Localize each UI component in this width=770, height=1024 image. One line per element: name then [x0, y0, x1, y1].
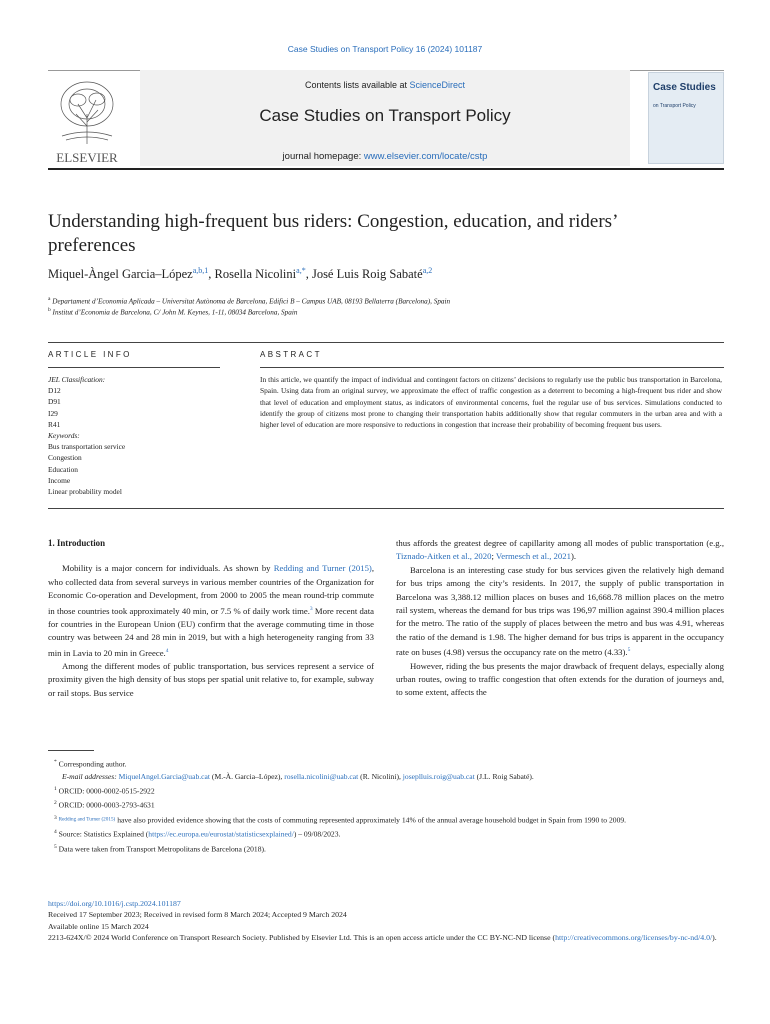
footnotes [48, 756, 724, 855]
body-right-column [396, 537, 724, 700]
journal-title: Case Studies on Transport Policy [259, 106, 511, 125]
paragraph: thus affords the greatest degree of capillarity among all modes of public transportation (e.g., Tiznado-Aitken et al., 2020; Vermesch et al., 2021). [396, 538, 724, 562]
body-left-column [48, 537, 374, 700]
paragraph: Mobility is a major concern for individuals. As shown by Redding and Turner (2015), who collected data from several surveys in various member countries of the Organization for Economic Co-operation and Development, from 2000 to 2005 the mean round-trip commute in those countries took approximately 40 min, or 7.5 % of daily work time.$^3$ More recent data for countries in the European Union (EU) confirm that the average commuting time in those country was between 24 and 28 min in 2019, but with a high heterogeneity ranging from 33 min in Lavia to 20 min in Greece.$^4$ [48, 563, 374, 658]
paragraph: However, riding the bus presents the major drawback of frequent delays, especially along urban routes, owing to traffic congestion that often extends for the duration of journeys and, to some extent, affects the [396, 660, 724, 698]
abstract-heading: ABSTRACT [260, 350, 322, 359]
author-affil-mark[interactable]: a,2 [422, 266, 433, 275]
cover-subtitle: on Transport Policy [653, 103, 696, 109]
footnote-5: $^5$ Data were taken from Transport Metropolitans de Barcelona (2018). [54, 843, 266, 854]
contents-line: Contents lists available at ScienceDirect [304, 80, 466, 90]
article-info-rule [48, 367, 220, 368]
paragraph: Barcelona is an interesting case study for bus services given the relatively high demand for bus trips among the city’s residents. In 2017, the supply of public transportation in Barcelona was 3,388.12 million places on buses and 16,668.78 million places on the metro rail system, whereas the demand for bus trips was 196,97 million against 390.4 million places for the metro. The ratio of the supply of places between the metro and bus was 4.91, whereas the ratio of the demand is 1.98. The higher demand for bus trips is apparent in the occupancy rate on buses (4.98) versus the occupancy rate on the metro (4.33).$^5$ [396, 564, 724, 658]
article-info-panel [48, 374, 218, 497]
jel-code: I29 [48, 408, 58, 418]
available-online: Available online 15 March 2024 [48, 921, 149, 931]
received-dates: Received 17 September 2023; Received in revised form 8 March 2024; Accepted 9 March 2024 [48, 910, 347, 920]
running-head[interactable]: Case Studies on Transport Policy 16 (2024) 101187 [287, 44, 483, 54]
homepage-link[interactable]: www.elsevier.com/locate/cstp [363, 151, 488, 162]
section-rule [48, 342, 724, 343]
author-name: José Luis Roig Sabaté [311, 267, 423, 282]
jel-label: JEL Classification: [48, 375, 106, 384]
keyword: Linear probability model [48, 487, 122, 497]
email-link[interactable]: rosella.nicolini@uab.cat [284, 771, 359, 781]
email-link[interactable]: joseplluis.roig@uab.cat [402, 771, 475, 781]
keyword: Income [48, 475, 71, 485]
paragraph: Among the different modes of public transportation, bus services represent a service of proximity given the high density of bus stops per spatial unit relative to, for example, subway or rail stops. Bus service [48, 661, 374, 698]
author-affil-mark[interactable]: a,b,1 [192, 266, 209, 275]
jel-code: D91 [48, 397, 61, 407]
citation-link[interactable]: Redding and Turner (2015) [273, 563, 372, 574]
header-bottom-rule [48, 168, 724, 170]
article-info-heading: ARTICLE INFO [48, 350, 132, 359]
citation-link[interactable]: Redding and Turner (2015) [58, 816, 116, 823]
footnote-marker[interactable]: 4 [165, 647, 169, 654]
citation-link[interactable]: Tiznado-Aitken et al., 2020 [396, 551, 492, 562]
section-rule [48, 508, 724, 509]
abstract-text: In this article, we quantify the impact of individual and contingent factors on citizens’ decisions to regularly use the public bus transportation in Barcelona, Spain. Using data from an original survey, we approximate the effect of traffic congestion as a deterrent to becoming a high-frequent bus rider and show that level of education and employment status, as indicators of environmental concerns, fuel the regular use of bus services. Simulations conducted to identify the group of citizens most prone to changing their transportation habits additionally show that regular commuters in the urban area and with a higher level of education are more responsive to reductions in congestion that increase their probability of becoming frequent bus users. [260, 375, 722, 430]
footnote-rule [48, 750, 94, 751]
author-name: Miquel-Àngel Garcia–López [48, 267, 193, 282]
keywords-label: Keywords: [48, 431, 80, 441]
journal-homepage: journal homepage: www.elsevier.com/locate/cstp [282, 151, 488, 162]
license-link[interactable]: http://creativecommons.org/licenses/by-nc-nd/4.0/ [555, 932, 713, 942]
author-name: Rosella Nicolini [214, 267, 297, 282]
footnote-3: $^3$ $^{Redding and Turner (2015)}$ have also provided evidence showing that the costs of commuting represented approximately 14% of the annual average household budget in Spain from 1990 to 2009. [54, 814, 627, 825]
affiliation: $^a$ Departament d’Economia Aplicada – Universitat Autònoma de Barcelona, Edifici B – Campus UAB, 08193 Bellaterra (Barcelona), Spain [48, 296, 451, 306]
elsevier-tree-logo [48, 74, 126, 166]
email-link[interactable]: MiquelAngel.Garcia@uab.cat [118, 771, 211, 781]
author-affil-mark[interactable]: a,* [296, 266, 306, 275]
jel-code: R41 [48, 419, 61, 429]
cover-title: Case Studies [653, 82, 716, 93]
affiliation: $^b$ Institut d’Economia de Barcelona, C/ John M. Keynes, 1-11, 08034 Barcelona, Spain [48, 307, 298, 317]
footnote-orcid: $^2$ ORCID: 0000-0003-2793-4631 [54, 800, 155, 810]
footnote-corresponding: * Corresponding author. [54, 759, 127, 769]
author-line: Miquel-Àngel Garcia–López$^{a,b,1}$, Rosella Nicolini$^{a,*}$, José Luis Roig Sabaté$^{a,2}$ [48, 266, 433, 282]
sciencedirect-link[interactable]: ScienceDirect [409, 80, 466, 90]
citation-link[interactable]: Vermesch et al., 2021 [495, 551, 571, 562]
footnote-marker[interactable]: 5 [627, 647, 631, 654]
license-statement: 2213-624X/© 2024 World Conference on Transport Research Society. Published by Elsevier Ltd. This is an open access article under the CC BY-NC-ND license (http://creativecommons.org/licenses/by-nc-nd/4.0/). [48, 932, 717, 942]
section-heading: 1. Introduction [48, 538, 106, 548]
footnote-4: $^4$ Source: Statistics Explained (https://ec.europa.eu/eurostat/statisticsexplained/) – 09/08/2023. [54, 829, 341, 839]
journal-cover-thumbnail [648, 72, 724, 164]
keyword: Congestion [48, 453, 82, 463]
keyword: Bus transportation service [48, 442, 126, 452]
doi-link[interactable]: https://doi.org/10.1016/j.cstp.2024.101187 [48, 899, 181, 908]
publication-info [48, 898, 728, 943]
article-title: Understanding high-frequent bus riders: Congestion, education, and riders’ preferences [48, 211, 617, 256]
eurostat-link[interactable]: https://ec.europa.eu/eurostat/statisticsexplained/ [148, 829, 294, 839]
footnote-emails: E-mail addresses: MiquelAngel.Garcia@uab.cat (M.-À. Garcia–López), rosella.nicolini@uab.cat (R. Nicolini), joseplluis.roig@uab.cat (J.L. Roig Sabaté). [62, 771, 534, 781]
jel-code: D12 [48, 386, 61, 396]
footnote-marker[interactable]: 3 [309, 605, 313, 612]
publisher-wordmark: ELSEVIER [56, 150, 118, 165]
abstract-rule [260, 367, 724, 368]
footnote-orcid: $^1$ ORCID: 0000-0002-0515-2922 [54, 785, 155, 796]
keyword: Education [48, 464, 78, 474]
